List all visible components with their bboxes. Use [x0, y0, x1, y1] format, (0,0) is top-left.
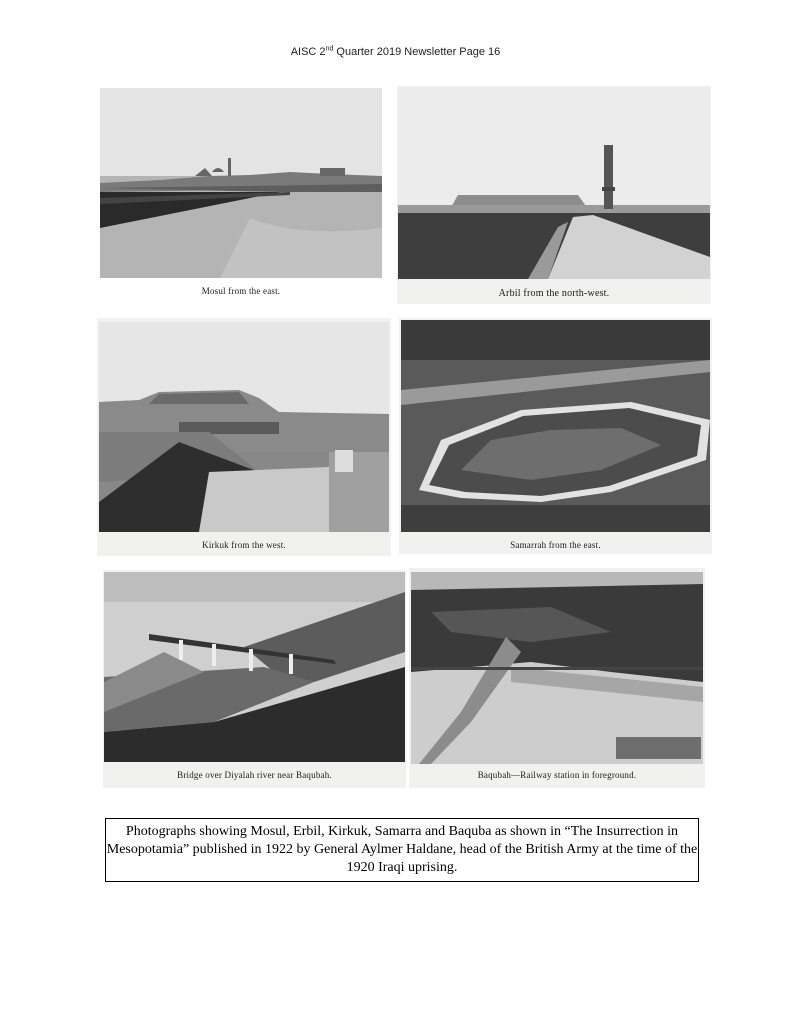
caption-baqubah: Baqubah—Railway station in foreground.: [477, 770, 637, 780]
caption-samarrah: Samarrah from the east.: [510, 540, 601, 550]
header-prefix: AISC 2: [290, 46, 326, 58]
plate-mosul: [98, 82, 384, 304]
caption-diyalah: Bridge over Diyalah river near Baqubah.: [177, 770, 332, 780]
plate-samarrah: [399, 318, 712, 554]
plate-diyalah: [103, 570, 406, 788]
photo-samarrah: [401, 320, 710, 532]
caption-kirkuk: Kirkuk from the west.: [202, 540, 286, 550]
photo-baqubah: [411, 572, 703, 764]
page-header: [0, 46, 791, 58]
photo-diyalah: [104, 572, 405, 762]
header-suffix: Quarter 2019 Newsletter Page 16: [333, 46, 501, 58]
caption-box: [105, 818, 699, 882]
caption-mosul: Mosul from the east.: [201, 286, 281, 296]
plate-arbil: [397, 86, 711, 304]
header-ordinal: nd: [325, 45, 334, 53]
caption-box-text: Photographs showing Mosul, Erbil, Kirkuk, Samarra and Baquba as shown in “The Insurrection in Mesopotamia” published in 1922 by General Aylmer Haldane, head of the British Army at the time of the 1920 Iraqi uprising.: [106, 824, 698, 875]
plate-baqubah: [409, 568, 705, 788]
photo-mosul: [100, 88, 382, 278]
plate-kirkuk: [97, 318, 391, 556]
caption-arbil: Arbil from the north-west.: [498, 288, 610, 299]
photo-kirkuk: [99, 322, 389, 532]
photo-arbil: [398, 87, 710, 279]
